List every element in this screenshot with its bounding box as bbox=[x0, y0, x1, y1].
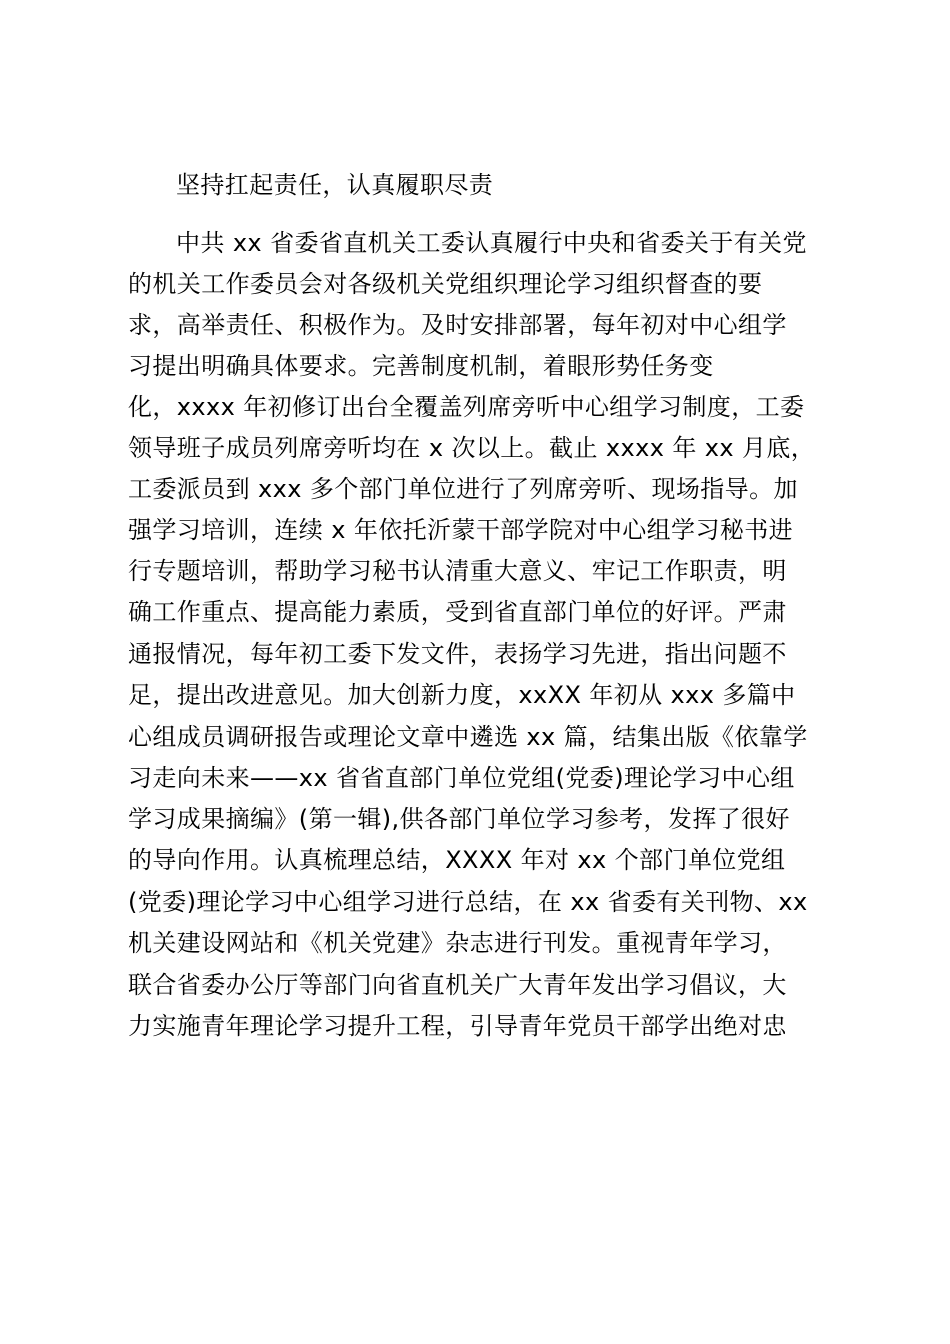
paragraph-line: (党委)理论学习中心组学习进行总结，在 xx 省委有关刊物、xx bbox=[128, 888, 808, 916]
section-heading: 坚持扛起责任，认真履职尽责 bbox=[176, 171, 494, 199]
paragraph-line: 中共 xx 省委省直机关工委认真履行中央和省委关于有关党 bbox=[176, 229, 807, 257]
paragraph-line: 力实施青年理论学习提升工程，引导青年党员干部学出绝对忠 bbox=[128, 1012, 787, 1040]
paragraph-line: 心组成员调研报告或理论文章中遴选 xx 篇，结集出版《依靠学 bbox=[128, 723, 808, 751]
paragraph-line: 工委派员到 xxx 多个部门单位进行了列席旁听、现场指导。加 bbox=[128, 475, 798, 503]
paragraph-line: 习走向未来——xx 省省直部门单位党组(党委)理论学习中心组 bbox=[128, 764, 795, 792]
paragraph-line: 机关建设网站和《机关党建》杂志进行刊发。重视青年学习， bbox=[128, 929, 787, 957]
paragraph-line: 求，高举责任、积极作为。及时安排部署，每年初对中心组学 bbox=[128, 311, 787, 339]
paragraph-line: 确工作重点、提高能力素质，受到省直部门单位的好评。严肃 bbox=[128, 598, 787, 626]
paragraph-line: 习提出明确具体要求。完善制度机制，着眼形势任务变 bbox=[128, 352, 714, 380]
paragraph-line: 的导向作用。认真梳理总结，XXXX 年对 xx 个部门单位党组 bbox=[128, 846, 786, 874]
paragraph-line: 强学习培训，连续 x 年依托沂蒙干部学院对中心组学习秘书进 bbox=[128, 516, 794, 544]
paragraph-line: 行专题培训，帮助学习秘书认清重大意义、牢记工作职责，明 bbox=[128, 557, 787, 585]
paragraph-line: 学习成果摘编》(第一辑),供各部门单位学习参考，发挥了很好 bbox=[128, 805, 790, 833]
paragraph-line: 化，xxxx 年初修订出台全覆盖列席旁听中心组学习制度，工委 bbox=[128, 393, 805, 421]
paragraph-line: 的机关工作委员会对各级机关党组织理论学习组织督查的要 bbox=[128, 270, 763, 298]
paragraph-line: 领导班子成员列席旁听均在 x 次以上。截止 xxxx 年 xx 月底， bbox=[128, 434, 816, 462]
paragraph-line: 足，提出改进意见。加大创新力度，xxXX 年初从 xxx 多篇中 bbox=[128, 681, 796, 709]
paragraph-line: 通报情况，每年初工委下发文件，表扬学习先进，指出问题不 bbox=[128, 640, 787, 668]
paragraph-line: 联合省委办公厅等部门向省直机关广大青年发出学习倡议，大 bbox=[128, 971, 787, 999]
